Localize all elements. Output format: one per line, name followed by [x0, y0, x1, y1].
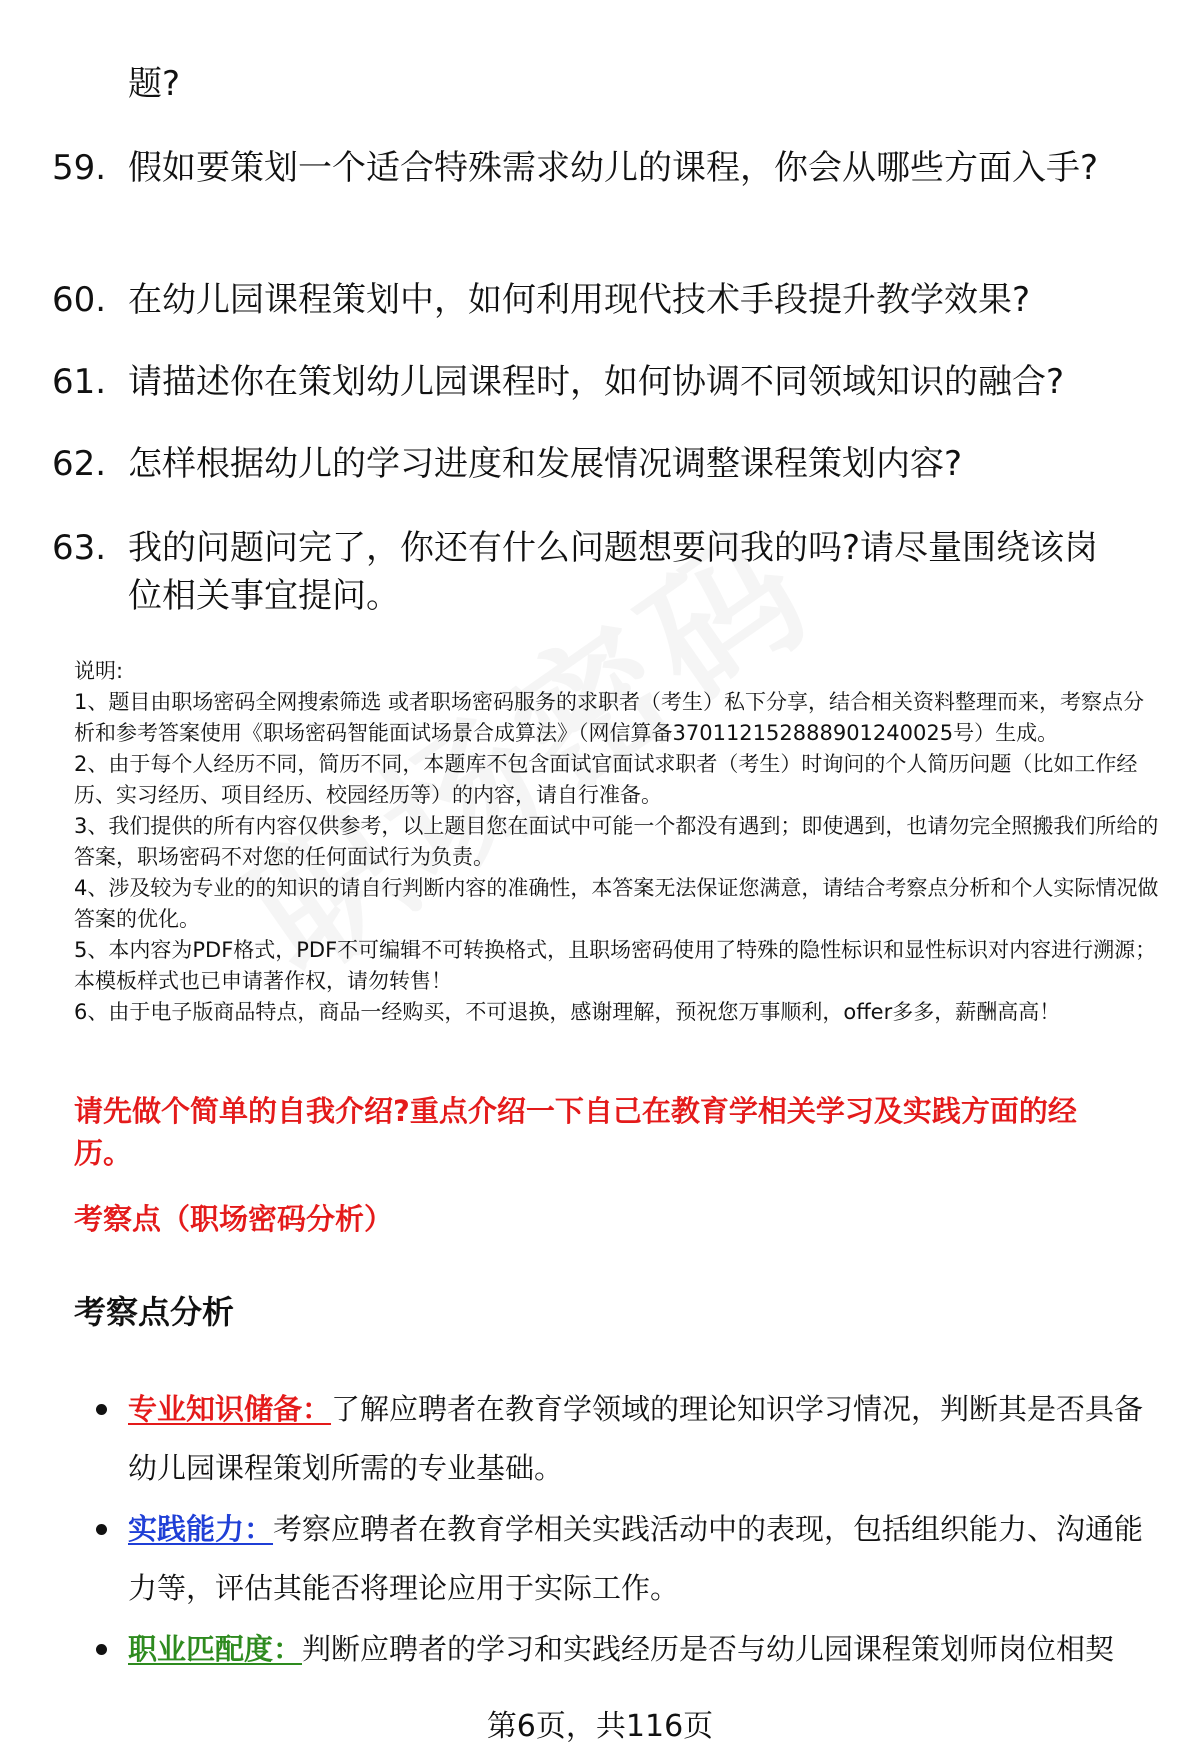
page-footer: 第6页，共116页 — [486, 1709, 714, 1744]
notes-heading: 说明: — [74, 659, 124, 683]
bullet-label: 专业知识储备： — [128, 1392, 332, 1426]
notes-line: 6、由于电子版商品特点，商品一经购买，不可退换，感谢理解，预祝您万事顺利，offer多多，薪酬高高！ — [74, 1000, 1061, 1024]
bullet-label: 职业匹配度： — [128, 1632, 303, 1666]
question-text: 怎样根据幼儿的学习进度和发展情况调整课程策划内容? — [128, 444, 963, 484]
bullet-dot-icon — [96, 1644, 107, 1655]
question-number: 61. — [52, 362, 107, 402]
bullet-body — [128, 1380, 1156, 1498]
section-title: 考察点分析 — [74, 1293, 235, 1331]
bullet-body — [128, 1500, 1156, 1618]
bullet-text: 考察应聘者在教育学相关实践活动中的表现，包括组织能力、沟通能力等，评估其能否将理论应用于实际工作。 — [128, 1512, 1144, 1605]
question-number: 59. — [52, 148, 107, 188]
question-text: 我的问题问完了，你还有什么问题想要问我的吗?请尽量围绕该岗位相关事宜提问。 — [128, 528, 1099, 616]
bullet-label: 实践能力： — [128, 1512, 274, 1546]
question-number: 63. — [52, 528, 107, 568]
bullet-text: 了解应聘者在教育学领域的理论知识学习情况，判断其是否具备幼儿园课程策划所需的专业基础。 — [128, 1392, 1144, 1485]
bullet-dot-icon — [96, 1404, 107, 1415]
question-number: 62. — [52, 444, 107, 484]
analysis-label: 考察点（职场密码分析） — [74, 1202, 394, 1236]
question-text: 假如要策划一个适合特殊需求幼儿的课程，你会从哪些方面入手? — [128, 148, 1099, 188]
bullet-text: 判断应聘者的学习和实践经历是否与幼儿园课程策划师岗位相契 — [302, 1632, 1115, 1666]
bullet-body — [128, 1620, 1156, 1679]
interview-question-heading: 请先做个简单的自我介绍?重点介绍一下自己在教育学相关学习及实践方面的经历。 — [74, 1094, 1077, 1170]
notes-line: 5、本内容为PDF格式，PDF不可编辑不可转换格式，且职场密码使用了特殊的隐性标识和显性标识对内容进行溯源；本模板样式也已申请著作权，请勿转售！ — [74, 938, 1157, 993]
disclaimer-notes — [74, 656, 1164, 1028]
question-text: 请描述你在策划幼儿园课程时，如何协调不同领域知识的融合? — [128, 362, 1065, 402]
notes-line: 1、题目由职场密码全网搜索筛选 或者职场密码服务的求职者（考生）私下分享，结合相关资料整理而来，考察点分析和参考答案使用《职场密码智能面试场景合成算法》（网信算备370112152888901240025号）生成。 — [74, 690, 1145, 745]
bullet-dot-icon — [96, 1524, 107, 1535]
question-continuation: 题? — [128, 64, 181, 104]
notes-line: 3、我们提供的所有内容仅供参考，以上题目您在面试中可能一个都没有遇到；即使遇到，也请勿完全照搬我们所给的答案，职场密码不对您的任何面试行为负责。 — [74, 814, 1159, 869]
notes-line: 4、涉及较为专业的的知识的请自行判断内容的准确性，本答案无法保证您满意，请结合考察点分析和个人实际情况做答案的优化。 — [74, 876, 1159, 931]
question-text: 在幼儿园课程策划中，如何利用现代技术手段提升教学效果? — [128, 280, 1031, 320]
notes-line: 2、由于每个人经历不同，简历不同，本题库不包含面试官面试求职者（考生）时询问的个人简历问题（比如工作经历、实习经历、项目经历、校园经历等）的内容，请自行准备。 — [74, 752, 1138, 807]
question-number: 60. — [52, 280, 107, 320]
